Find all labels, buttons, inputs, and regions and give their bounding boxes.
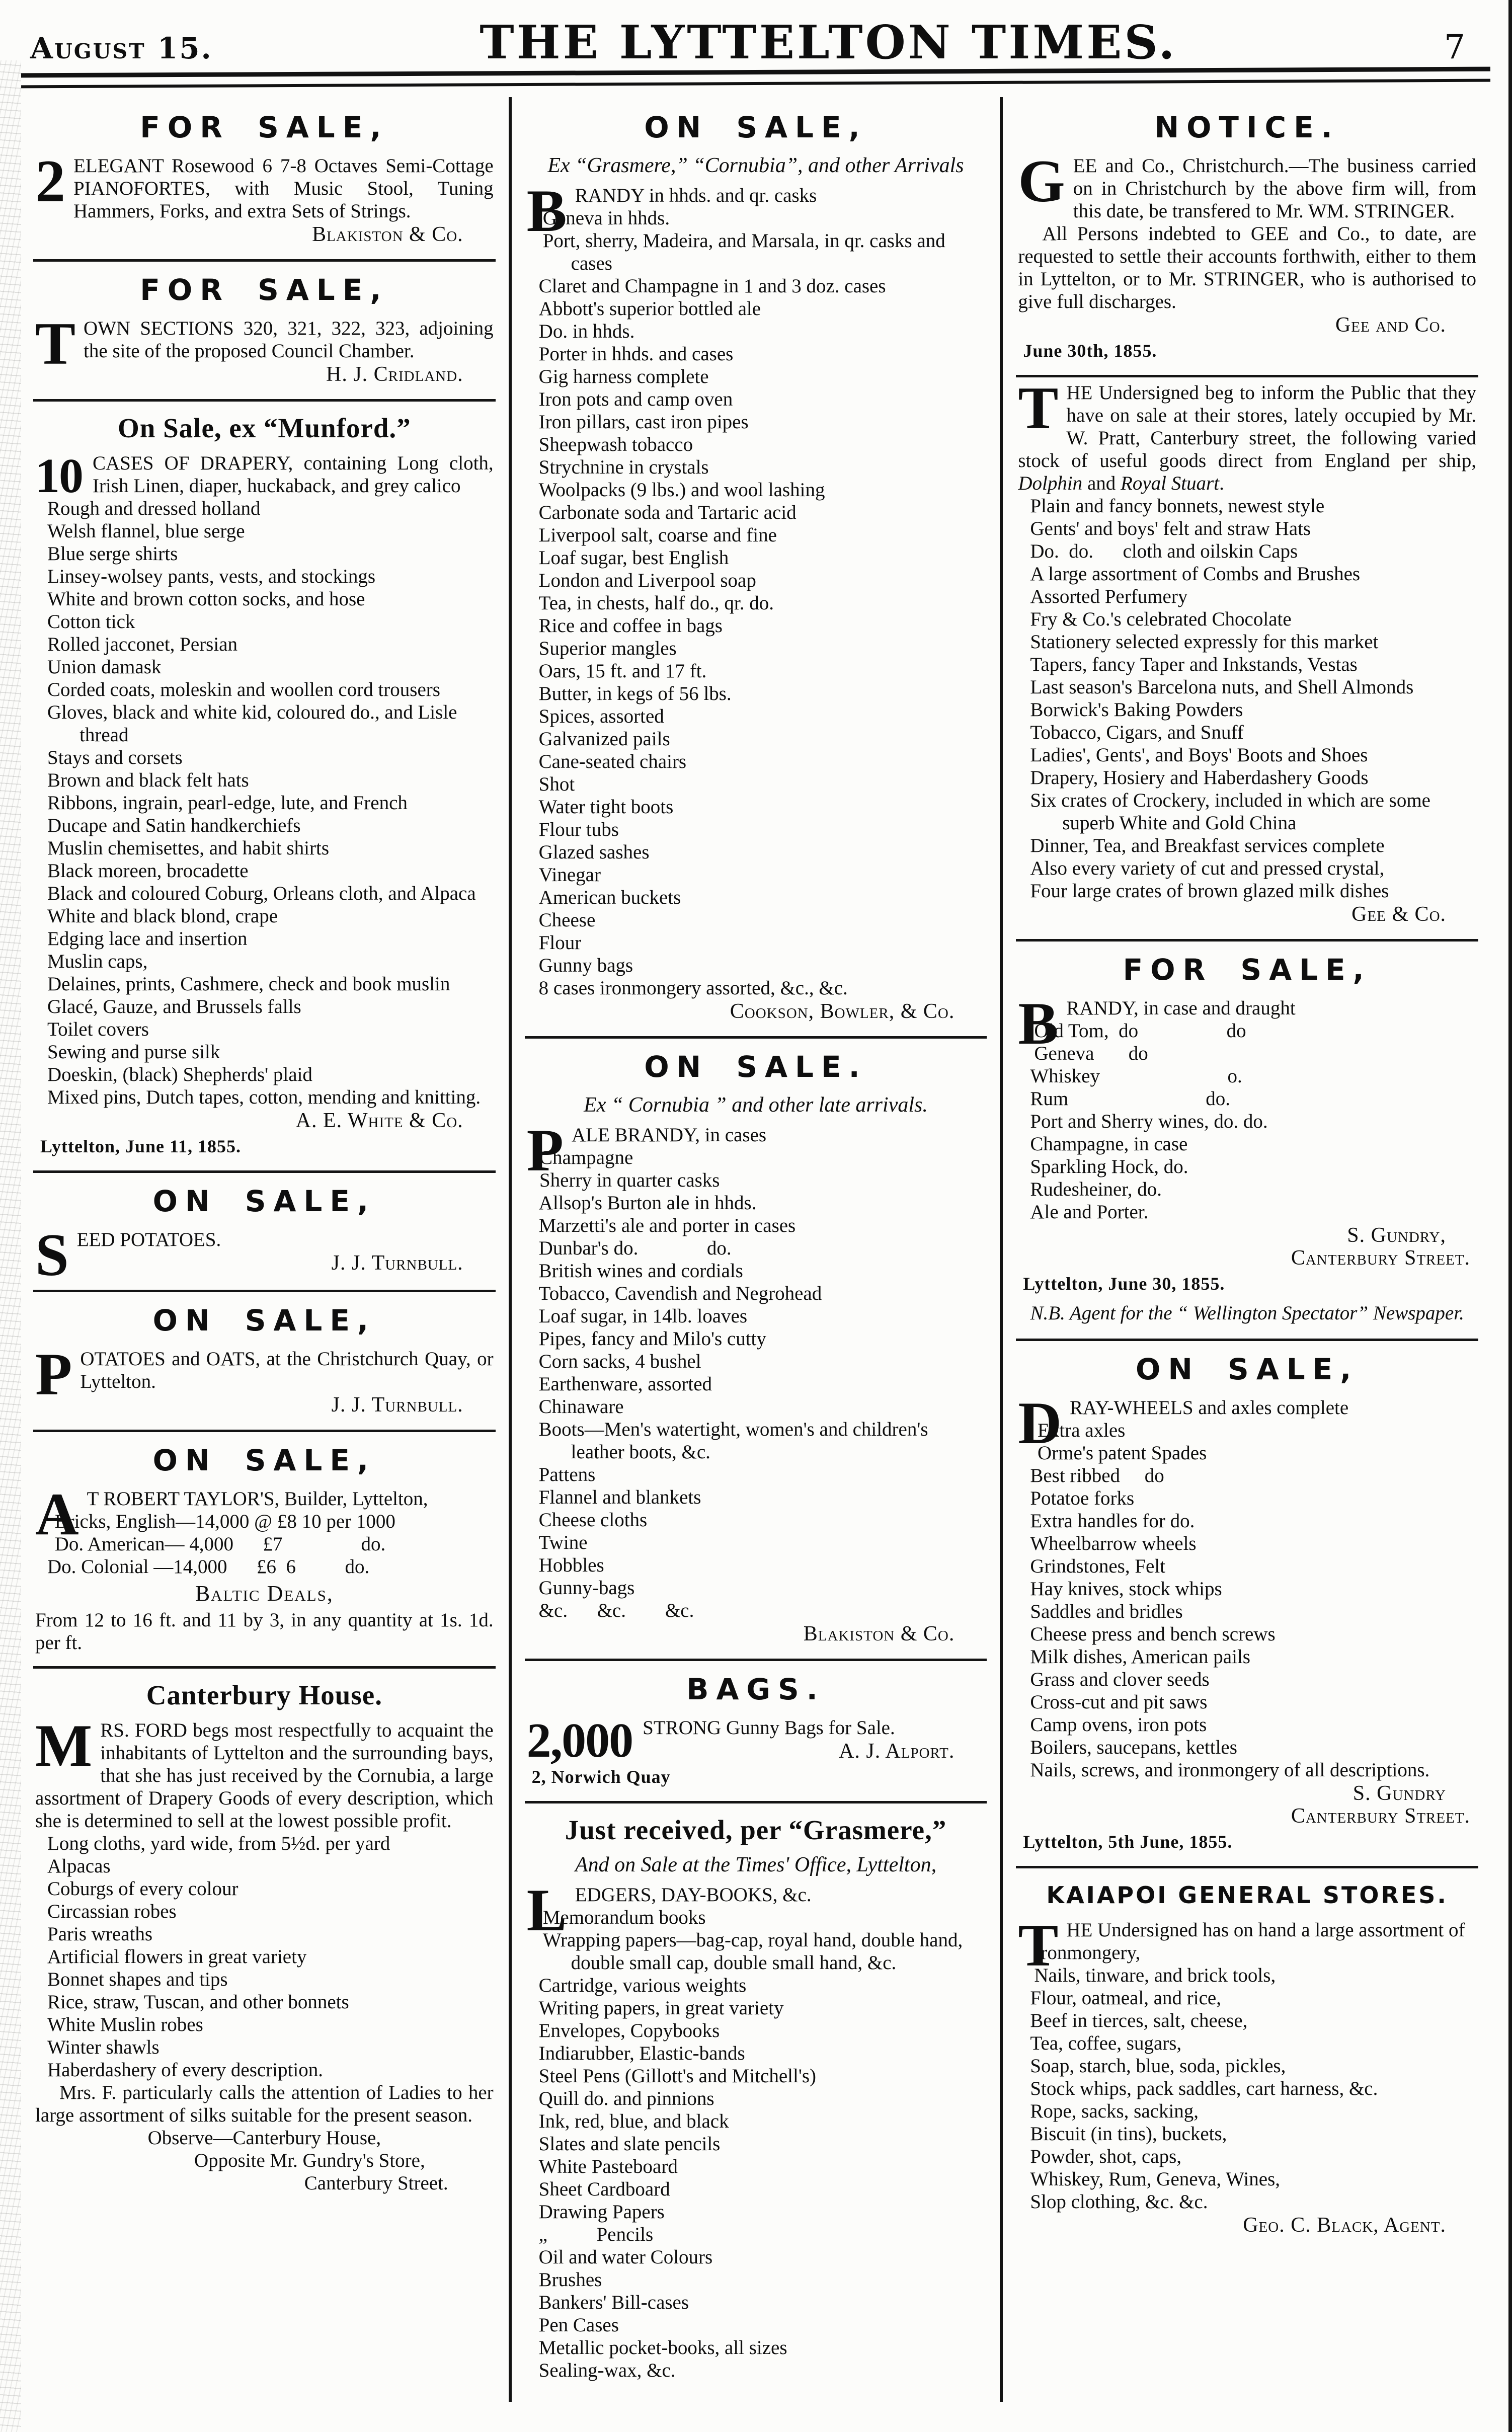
list-item: Slop clothing, &c. &c. (1030, 2191, 1208, 2213)
ad (35, 1304, 494, 1418)
list-item: Toilet covers (47, 1018, 149, 1040)
ad-title: FOR SALE, (140, 273, 389, 307)
list-item: Brown and black felt hats (47, 769, 249, 791)
list-item: Rough and dressed holland (47, 498, 261, 519)
list-item: Hobbles (538, 1554, 604, 1576)
signature: Blakiston & Co. (803, 1622, 955, 1645)
drop-cap: B (526, 177, 567, 244)
list-item: Gig harness complete (538, 366, 709, 387)
list-item: Tapers, fancy Taper and Inkstands, Vestas (1030, 654, 1358, 675)
list-item: White Muslin robes (47, 2014, 203, 2035)
list-item: White and brown cotton socks, and hose (47, 588, 365, 610)
ad-lead: POTATOES and OATS, at the Christchurch Quay, or Lyttelton. (35, 1341, 494, 1407)
signature-line2: Canterbury Street. (1291, 1246, 1471, 1270)
list-item: Flour (538, 932, 582, 954)
list-item: Ink, red, blue, and black (538, 2110, 729, 2132)
list-item: Four large crates of brown glazed milk dishes (1030, 880, 1389, 902)
list-item: Spices, assorted (538, 705, 664, 727)
list-item: Do. Colonial —14,000 £6 6 do. (47, 1556, 370, 1578)
list-item: Boilers, saucepans, kettles (1030, 1737, 1237, 1758)
drop-cap: T (1018, 1912, 1059, 1979)
list-item: Muslin caps, (47, 951, 148, 972)
ad-title: FOR SALE, (140, 110, 389, 144)
list-item: Nails, tinware, and brick tools, (1034, 1965, 1276, 1986)
list-item: Cross-cut and pit saws (1030, 1691, 1208, 1713)
list-item: Stock whips, pack saddles, cart harness, &c. (1030, 2078, 1378, 2099)
list-item: Flour, oatmeal, and rice, (1030, 1987, 1221, 2009)
list-item: Whiskey, Rum, Geneva, Wines, (1030, 2168, 1281, 2190)
list-item: Rum do. (1030, 1088, 1230, 1110)
list-item: Flour tubs (538, 819, 619, 840)
list-item: Mixed pins, Dutch tapes, cotton, mending and knitting. (47, 1086, 481, 1108)
list-item: Pipes, fancy and Milo's cutty (538, 1328, 766, 1350)
list-item: Pen Cases (538, 2314, 619, 2336)
ad-divider (525, 1801, 987, 1803)
list-item: Boots—Men's watertight, women's and children's leather boots, &c. (538, 1419, 933, 1463)
list-item: Cheese cloths (538, 1509, 648, 1531)
list-item: Assorted Perfumery (1030, 586, 1188, 607)
ad-divider (33, 1666, 496, 1669)
list-item: Welsh flannel, blue serge (47, 520, 245, 542)
ad-subtitle: Ex “ Cornubia ” and other late arrivals. (584, 1093, 928, 1117)
sub-heading: Baltic Deals, (195, 1581, 334, 1606)
drop-cap: P (526, 1117, 564, 1184)
list-item: Pattens (538, 1464, 596, 1485)
list-item: Sheet Cardboard (538, 2178, 670, 2200)
dateline: Lyttelton, June 30, 1855. (1023, 1274, 1225, 1294)
list-item: Potatoe forks (1030, 1487, 1135, 1509)
list-item: Biscuit (in tins), buckets, (1030, 2123, 1227, 2145)
list-item: Borwick's Baking Powders (1030, 699, 1243, 721)
ad-title: FOR SALE, (1123, 953, 1372, 987)
list-item: Gloves, black and white kid, coloured do., and Lisle thread (47, 701, 462, 746)
list-item: Rice, straw, Tuscan, and other bonnets (47, 1991, 349, 2013)
ad-divider (33, 1290, 496, 1292)
list-item: Old Tom, do do (1034, 1020, 1246, 1042)
drop-cap: B (1018, 990, 1059, 1057)
list-item: Rice and coffee in bags (538, 615, 723, 637)
ad (35, 111, 494, 247)
signature: S. Gundry (1352, 1782, 1447, 1805)
ad (1018, 1880, 1476, 2238)
list-item: White Pasteboard (538, 2156, 678, 2177)
list-item: Claret and Champagne in 1 and 3 doz. cases (538, 275, 886, 297)
ad (35, 1680, 494, 2194)
signature: S. Gundry, (1347, 1224, 1447, 1247)
list-item: Rope, sacks, sacking, (1030, 2100, 1199, 2122)
list-item: Linsey-wolsey pants, vests, and stockings (47, 566, 376, 587)
dateline: Lyttelton, June 11, 1855. (40, 1136, 242, 1156)
list-item: Liverpool salt, coarse and fine (538, 524, 777, 546)
signature: Cookson, Bowler, & Co. (730, 1000, 955, 1023)
list-item: Allsop's Burton ale in hhds. (538, 1192, 757, 1214)
list-item: Beef in tierces, salt, cheese, (1030, 2010, 1248, 2031)
list-item: Indiarubber, Elastic-bands (538, 2043, 745, 2064)
ad-lead: PALE BRANDY, in cases (526, 1117, 767, 1184)
masthead (20, 13, 1491, 67)
ad (1018, 954, 1476, 1326)
issue-date: August 15. (30, 31, 213, 65)
list-item: Slates and slate pencils (538, 2133, 721, 2155)
ad-lead: LEDGERS, DAY-BOOKS, &c. (526, 1876, 812, 1943)
ad-lead: TOWN SECTIONS 320, 321, 322, 323, adjoining the site of the proposed Council Chamber. (35, 310, 494, 377)
list-item: Oil and water Colours (538, 2246, 713, 2268)
ad-lead: SEED POTATOES. (35, 1221, 221, 1288)
newspaper-title: THE LYTTELTON TIMES. (480, 15, 1177, 69)
list-item: Stationery selected expressly for this market (1030, 631, 1379, 653)
list-item: Edging lace and insertion (47, 928, 248, 950)
paragraph: From 12 to 16 ft. and 11 by 3, in any quantity at 1s. 1d. per ft. (35, 1609, 494, 1654)
ad-divider (1016, 375, 1478, 377)
list-item: Gunny-bags (538, 1577, 635, 1599)
ad-title: Just received, per “Grasmere,” (565, 1815, 947, 1845)
list-item: Bankers' Bill-cases (538, 2292, 689, 2313)
ad-subtitle: Ex “Grasmere,” “Cornubia”, and other Arrivals (547, 154, 964, 177)
column-1 (20, 97, 509, 2402)
list-item: Glacé, Gauze, and Brussels falls (47, 996, 301, 1017)
list-item: 8 cases ironmongery assorted, &c., &c. (538, 977, 848, 999)
list-item: Nails, screws, and ironmongery of all descriptions. (1030, 1759, 1430, 1781)
ad-title: KAIAPOI GENERAL STORES. (1046, 1881, 1448, 1909)
list-item: Best ribbed do (1030, 1465, 1164, 1486)
drop-cap: 2,000 (526, 1713, 633, 1768)
list-item: Flannel and blankets (538, 1486, 701, 1508)
list-item: Powder, shot, caps, (1030, 2146, 1181, 2167)
list-item: Extra handles for do. (1030, 1510, 1195, 1532)
list-item: Wheelbarrow wheels (1030, 1533, 1197, 1554)
list-item: British wines and cordials (538, 1260, 743, 1282)
list-item: Loaf sugar, best English (538, 547, 729, 569)
list-item: Artificial flowers in great variety (47, 1946, 307, 1968)
list-item: Stays and corsets (47, 747, 183, 768)
signature: Gee & Co. (1351, 903, 1447, 926)
signature: J. J. Turnbull. (331, 1251, 463, 1275)
dateline: June 30th, 1855. (1023, 341, 1157, 361)
list-item: Metallic pocket-books, all sizes (538, 2337, 787, 2359)
ad-divider (525, 1659, 987, 1661)
drop-cap: T (35, 310, 76, 377)
list-item: Woolpacks (9 lbs.) and wool lashing (538, 479, 825, 501)
list-item: Winter shawls (47, 2036, 160, 2058)
signature: H. J. Cridland. (326, 363, 463, 386)
signature: Blakiston & Co. (312, 223, 463, 246)
ad-divider (1016, 939, 1478, 942)
list-item: Geneva do (1034, 1043, 1148, 1064)
ad-divider (1016, 1866, 1478, 1868)
list-item: Rudesheiner, do. (1030, 1179, 1162, 1200)
list-item: Rolled jacconet, Persian (47, 634, 237, 655)
list-item: Chinaware (538, 1396, 624, 1418)
list-item: Camp ovens, iron pots (1030, 1714, 1207, 1736)
list-item: Steel Pens (Gillott's and Mitchell's) (538, 2065, 817, 2087)
list-item: Drawing Papers (538, 2201, 665, 2223)
list-item: Black moreen, brocadette (47, 860, 249, 882)
list-item: Do. do. cloth and oilskin Caps (1030, 540, 1298, 562)
drop-cap: T (1018, 374, 1059, 441)
list-item: Soap, starch, blue, soda, pickles, (1030, 2055, 1286, 2077)
ad (527, 1673, 985, 1789)
list-item: Marzetti's ale and porter in cases (538, 1215, 796, 1236)
address-line: Canterbury Street. (304, 2172, 448, 2194)
list-item: Fry & Co.'s celebrated Chocolate (1030, 608, 1292, 630)
drop-cap: L (526, 1876, 567, 1943)
list-item: Saddles and bridles (1030, 1601, 1183, 1622)
signature-line2: Canterbury Street. (1291, 1805, 1471, 1828)
drop-cap: M (35, 1712, 93, 1779)
ad (527, 1051, 985, 1646)
list-item: Gents' and boys' felt and straw Hats (1030, 518, 1311, 539)
ad-lead: BRANDY in hhds. and qr. casks (526, 177, 817, 244)
ad-divider (525, 1036, 987, 1039)
paragraph: Mrs. F. particularly calls the attention of Ladies to her large assortment of silks suitable for the present season. (35, 2082, 494, 2126)
list-item: A large assortment of Combs and Brushes (1030, 563, 1361, 585)
ad-title: ON SALE, (152, 1184, 376, 1218)
ad-divider (33, 399, 496, 402)
drop-cap: 2 (35, 147, 65, 214)
paragraph: All Persons indebted to GEE and Co., to date, are requested to settle their accounts forthwith, either to them in Lyttelton, or to Mr. STRINGER, who is authorised to give full discharges. (1018, 223, 1477, 312)
list-item: Tobacco, Cavendish and Negrohead (538, 1283, 822, 1304)
list-item: Brushes (538, 2269, 602, 2291)
list-item: Ducape and Satin handkerchiefs (47, 815, 301, 836)
list-item: Port, sherry, Madeira, and Marsala, in qr. casks and cases (542, 230, 950, 274)
list-item: London and Liverpool soap (538, 570, 756, 591)
column-3 (1000, 97, 1491, 2402)
list-item: Port and Sherry wines, do. do. (1030, 1111, 1268, 1132)
dateline: 2, Norwich Quay (531, 1767, 671, 1787)
signature: Gee and Co. (1335, 313, 1447, 337)
list-item: Hay knives, stock whips (1030, 1578, 1222, 1600)
list-item: Sparkling Hock, do. (1030, 1156, 1188, 1178)
list-item: Strychnine in crystals (538, 456, 709, 478)
list-item: Vinegar (538, 864, 601, 886)
list-item: Dinner, Tea, and Breakfast services complete (1030, 835, 1385, 856)
list-item: Geneva in hhds. (542, 207, 670, 229)
list-item: Wrapping papers—bag-cap, royal hand, double hand, double small cap, double small hand, &c. (542, 1929, 968, 1974)
signature: A. E. White & Co. (295, 1109, 463, 1132)
list-item: Alpacas (47, 1855, 111, 1877)
ad-title: ON SALE, (644, 110, 867, 144)
ad-lead: 2,000 STRONG Gunny Bags for Sale. (526, 1713, 895, 1768)
list-item: Oars, 15 ft. and 17 ft. (538, 660, 707, 682)
ad-title: On Sale, ex “Munford.” (117, 413, 411, 443)
scan-noise (0, 60, 21, 2432)
list-item: Sealing-wax, &c. (538, 2360, 676, 2381)
list-item: Bricks, English—14,000 @ £8 10 per 1000 (54, 1511, 395, 1532)
list-item: Muslin chemisettes, and habit shirts (47, 837, 330, 859)
list-item: Iron pillars, cast iron pipes (538, 411, 749, 433)
ad-title: NOTICE. (1154, 110, 1340, 144)
list-item: Long cloths, yard wide, from 5½d. per yard (47, 1833, 390, 1854)
list-item: Delaines, prints, Cashmere, check and book muslin (47, 973, 450, 995)
ad-title: ON SALE, (1136, 1352, 1359, 1386)
list-item: Coburgs of every colour (47, 1878, 238, 1900)
list-item: Champagne, in case (1030, 1133, 1188, 1155)
drop-cap: P (35, 1341, 72, 1407)
ad-subtitle: And on Sale at the Times' Office, Lyttelton, (575, 1853, 937, 1876)
list-item: Do. American— 4,000 £7 do. (54, 1533, 386, 1555)
columns (20, 97, 1491, 2402)
ad-lead: DRAY-WHEELS and axles complete (1018, 1389, 1349, 1456)
ad (527, 1815, 985, 2382)
list-item: Corded coats, moleskin and woollen cord trousers (47, 679, 440, 700)
list-item: Glazed sashes (538, 841, 650, 863)
ad-title: BAGS. (686, 1672, 825, 1706)
list-item: Paris wreaths (47, 1923, 153, 1945)
list-item: Extra axles (1038, 1420, 1126, 1441)
ad (35, 1184, 494, 1288)
list-item: Superior mangles (538, 638, 677, 659)
drop-cap: D (1018, 1389, 1062, 1456)
list-item: Gunny bags (538, 955, 633, 976)
list-item: Haberdashery of every description. (47, 2059, 323, 2081)
list-item: Grass and clover seeds (1030, 1669, 1210, 1690)
ad-divider (33, 259, 496, 262)
list-item: Ribbons, ingrain, pearl-edge, lute, and French (47, 792, 408, 814)
list-item: American buckets (538, 887, 681, 908)
list-item: Corn sacks, 4 bushel (538, 1351, 701, 1372)
list-item: Envelopes, Copybooks (538, 2020, 720, 2042)
ad (1018, 111, 1476, 363)
ad (1018, 1353, 1476, 1854)
list-item: Black and coloured Coburg, Orleans cloth, and Alpaca (47, 883, 476, 904)
list-item: Cane-seated chairs (538, 751, 687, 772)
list-item: Also every variety of cut and pressed crystal, (1030, 857, 1385, 879)
list-item: Dunbar's do. do. (538, 1237, 732, 1259)
list-item: Do. in hhds. (538, 321, 635, 342)
ad-divider (33, 1430, 496, 1432)
ad-divider (33, 1170, 496, 1173)
drop-cap: A (35, 1480, 79, 1547)
list-item: Loaf sugar, in 14lb. loaves (538, 1305, 748, 1327)
ad-title: ON SALE, (152, 1443, 376, 1477)
list-item: Porter in hhds. and cases (538, 343, 734, 365)
ad-title: ON SALE, (152, 1303, 376, 1338)
list-item: Iron pots and camp oven (538, 388, 733, 410)
list-item: Shot (538, 773, 575, 795)
ad (1018, 374, 1477, 927)
list-item: Union damask (47, 656, 162, 678)
ad-lead: A T ROBERT TAYLOR'S, Builder, Lyttelton, (35, 1480, 428, 1547)
list-item: Champagne (539, 1147, 633, 1168)
list-item: Doeskin, (black) Shepherds' plaid (47, 1064, 312, 1085)
list-item: Ladies', Gents', and Boys' Boots and Shoes (1030, 744, 1368, 766)
list-item: Tea, in chests, half do., qr. do. (538, 592, 774, 614)
note: N.B. Agent for the “ Wellington Spectator” Newspaper. (1030, 1302, 1464, 1324)
signature: J. J. Turnbull. (331, 1393, 463, 1417)
list-item: Six crates of Crockery, included in which are some superb White and Gold China (1030, 790, 1436, 834)
list-item: Cartridge, various weights (538, 1975, 747, 1996)
list-item: Cotton tick (47, 611, 135, 633)
list-item: „ Pencils (538, 2224, 654, 2245)
ad (527, 111, 985, 1024)
list-item: Sheepwash tobacco (538, 434, 693, 455)
ad (35, 274, 494, 387)
list-item: Memorandum books (542, 1907, 706, 1928)
drop-cap: G (1018, 147, 1065, 214)
ad-lead: MRS. FORD begs most respectfully to acquaint the inhabitants of Lyttelton and the surrounding bays, that she has just received by the Cornubia, a large assortment of Drapery Goods of every description, which she is determined to sell at the lowest possible profit. (35, 1712, 494, 1832)
list-item: Ironmongery, (1034, 1942, 1141, 1964)
list-item: Sewing and purse silk (47, 1041, 220, 1063)
ad-lead: BRANDY, in case and draught (1018, 990, 1296, 1057)
signature: Geo. C. Black, Agent. (1243, 2214, 1447, 2237)
list-item: Last season's Barcelona nuts, and Shell Almonds (1030, 676, 1414, 698)
ad (35, 1444, 494, 1654)
ad-lead: 2 ELEGANT Rosewood 6 7-8 Octaves Semi-Cottage PIANOFORTES, with Music Stool, Tuning Hammers, Forks, and extra Sets of Strings. (35, 147, 494, 222)
list-item: Abbott's superior bottled ale (538, 298, 761, 320)
address-line: Observe—Canterbury House, (147, 2127, 381, 2149)
list-item: Cheese (538, 909, 596, 931)
drop-cap: S (35, 1221, 69, 1288)
list-item: Water tight boots (538, 796, 674, 818)
list-item: Plain and fancy bonnets, newest style (1030, 495, 1325, 517)
list-item: Sherry in quarter casks (539, 1169, 720, 1191)
list-item: Quill do. and pinnions (538, 2088, 714, 2109)
list-item: Drapery, Hosiery and Haberdashery Goods (1030, 767, 1369, 789)
page-number: 7 (1444, 28, 1465, 66)
list-item: Blue serge shirts (47, 543, 178, 565)
list-item: &c. &c. &c. (538, 1600, 694, 1621)
list-item: Writing papers, in great variety (538, 1997, 784, 2019)
list-item: Orme's patent Spades (1038, 1442, 1207, 1464)
list-item: Milk dishes, American pails (1030, 1646, 1250, 1668)
list-item: Grindstones, Felt (1030, 1555, 1166, 1577)
list-item: Tobacco, Cigars, and Snuff (1030, 722, 1244, 743)
ad-lead: 10 CASES OF DRAPERY, containing Long cloth, Irish Linen, diaper, huckaback, and grey calico (35, 449, 494, 503)
signature: A. J. Alport. (839, 1740, 955, 1763)
ad (35, 413, 494, 1158)
ad-title: Canterbury House. (146, 1680, 382, 1710)
ad-lead: THE Undersigned beg to inform the Public that they have on sale at their stores, lately occupied by Mr. W. Pratt, Canterbury street, the following varied stock of useful goods direct from England per ship, Dolphin and Royal Stuart. (1018, 374, 1477, 494)
list-item: Circassian robes (47, 1901, 177, 1922)
list-item: Cheese press and bench screws (1030, 1623, 1276, 1645)
list-item: Twine (538, 1532, 588, 1553)
dateline: Lyttelton, 5th June, 1855. (1023, 1832, 1233, 1852)
list-item: Whiskey o. (1030, 1065, 1242, 1087)
list-item: White and black blond, crape (47, 905, 278, 927)
list-item: Butter, in kegs of 56 lbs. (538, 683, 732, 704)
masthead-rule (21, 67, 1490, 89)
list-item: Ale and Porter. (1030, 1201, 1149, 1223)
address-line: Opposite Mr. Gundry's Store, (194, 2150, 425, 2171)
list-item: Earthenware, assorted (538, 1373, 712, 1395)
list-item: Carbonate soda and Tartaric acid (538, 502, 797, 523)
ad-title: ON SALE. (644, 1050, 867, 1084)
drop-cap: 10 (35, 449, 83, 503)
list-item: Galvanized pails (538, 728, 670, 750)
list-item: Tea, coffee, sugars, (1030, 2032, 1182, 2054)
ad-lead: THE Undersigned has on hand a large assortment of (1018, 1912, 1465, 1979)
column-2 (509, 97, 1000, 2402)
ad-divider (1016, 1339, 1478, 1341)
ad-lead: GEE and Co., Christchurch.—The business carried on in Christchurch by the above firm will, from this date, be transfered to Mr. WM. STRINGER. (1018, 147, 1477, 222)
list-item: Bonnet shapes and tips (47, 1969, 228, 1990)
